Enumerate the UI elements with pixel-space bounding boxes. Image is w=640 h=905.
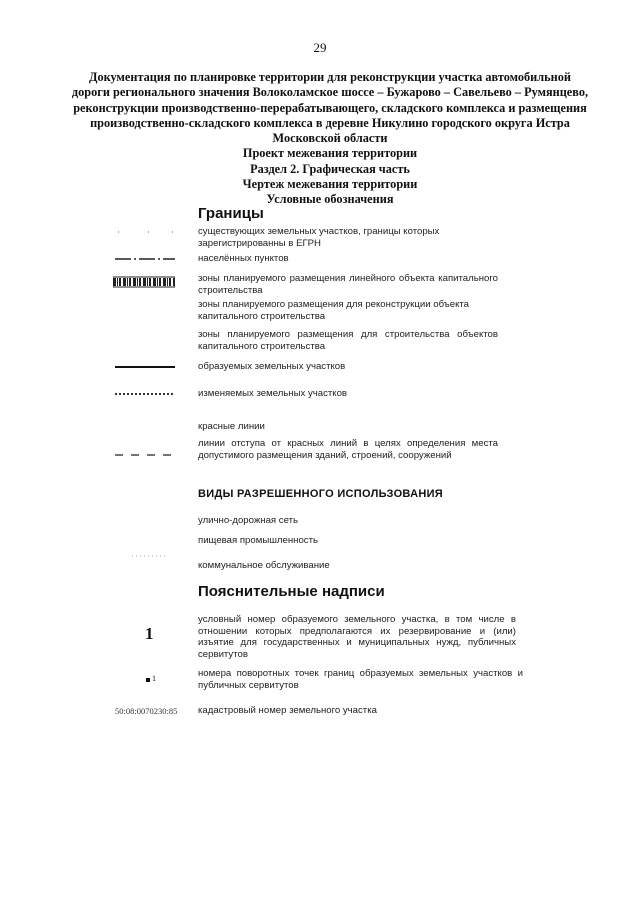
legend-utilities: коммунальное обслуживание <box>198 560 330 571</box>
section-heading-borders: Границы <box>198 205 264 222</box>
legend-formed-plots: образуемых земельных участков <box>198 361 346 372</box>
legend-plot-number: условный номер образуемого земельного участка, в том числе в отношении которых предполагаются их резервирование и (или) изъятие для государственных и муниципальных нужд, публичных сервитутов <box>198 614 516 660</box>
title-line: производственно-складского комплекса в деревне Никулино городского округа Истра <box>90 115 570 130</box>
symbol-point-number: 1 <box>152 674 156 683</box>
legend-construction-zone: зоны планируемого размещения для строительства объектов капитального строительства <box>198 329 498 352</box>
legend-food-industry: пищевая промышленность <box>198 535 318 546</box>
section-heading-notes: Пояснительные надписи <box>198 583 385 600</box>
title-line: Московской области <box>272 131 388 146</box>
section-heading-usage: ВИДЫ РАЗРЕШЕННОГО ИСПОЛЬЗОВАНИЯ <box>198 488 444 500</box>
symbol-plot-number: 1 <box>145 624 154 643</box>
legend-setback-lines: линии отступа от красных линий в целях определения места допустимого размещения зданий, строений, сооружений <box>198 438 498 461</box>
symbol-existing-plots <box>112 228 182 236</box>
legend-settlements: населённых пунктов <box>198 253 289 264</box>
symbol-formed-plots <box>115 363 175 371</box>
title-line: Чертеж межевания территории <box>242 177 418 192</box>
legend-linear-zone: зоны планируемого размещения линейного объекта капитального строительства <box>198 273 498 296</box>
title-line: Раздел 2. Графическая часть <box>250 161 410 176</box>
legend-turning-points: номера поворотных точек границ образуемых земельных участков и публичных сервитутов <box>198 668 523 691</box>
legend-red-lines: красные линии <box>198 421 265 432</box>
turning-point-icon <box>146 678 150 682</box>
title-line: реконструкции производственно-перерабатывающего, складского комплекса и размещения <box>73 100 587 115</box>
symbol-changed-plots <box>115 390 175 398</box>
symbol-utilities <box>132 553 166 559</box>
title-line: Условные обозначения <box>266 192 394 207</box>
page-number: 29 <box>313 40 327 55</box>
symbol-settlements <box>115 255 175 263</box>
document-title <box>50 70 610 208</box>
title-line: Документация по планировке территории для реконструкции участка автомобильной <box>89 70 571 84</box>
legend-cadastral-number: кадастровый номер земельного участка <box>198 705 377 716</box>
legend-road-network: улично-дорожная сеть <box>198 515 298 526</box>
symbol-linear-zone <box>113 275 175 289</box>
symbol-cadastral-number: 50:08:0070230:85 <box>115 706 178 716</box>
symbol-setback-lines <box>115 451 175 459</box>
legend-existing-plots: существующих земельных участков, границы которых зарегистрированны в ЕГРН <box>198 226 440 249</box>
title-line: дороги регионального значения Волоколамское шоссе – Бужарово – Савельево – Румянцево, <box>71 85 589 100</box>
legend-reconstruction-zone: зоны планируемого размещения для реконструкции объекта капитального строительства <box>198 299 470 322</box>
legend-changed-plots: изменяемых земельных участков <box>198 388 348 399</box>
title-line: Проект межевания территории <box>242 146 418 161</box>
